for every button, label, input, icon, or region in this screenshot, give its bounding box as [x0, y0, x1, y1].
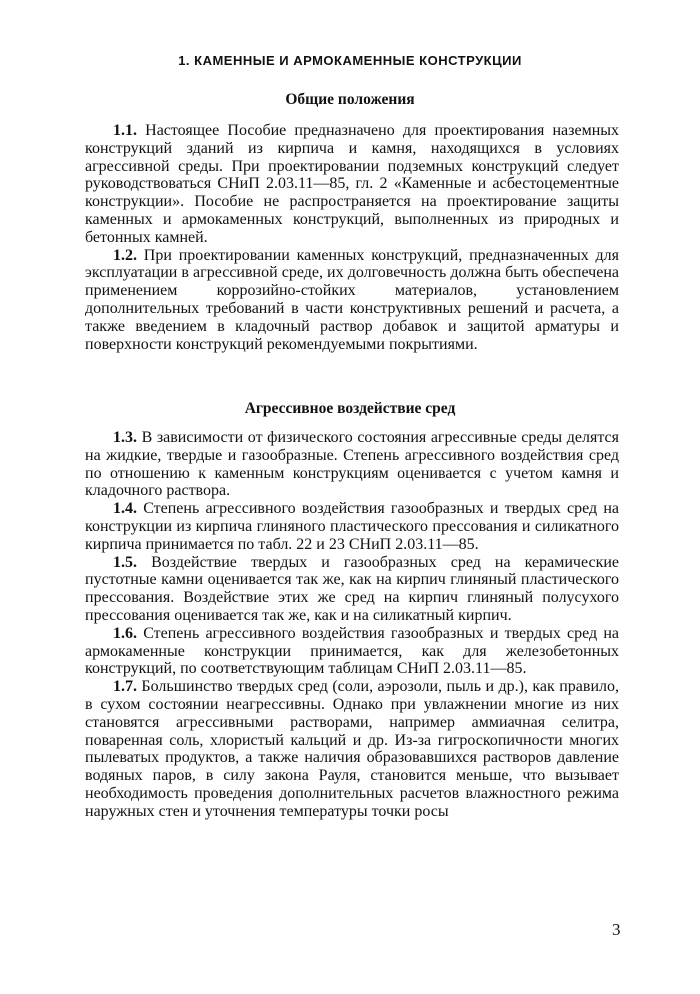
paragraph-number: 1.4.	[113, 500, 137, 518]
paragraph-text: Настоящее Пособие предназначено для проектирования наземных конструкций зданий из кирпича и камня, находящихся в условиях агрессивной среды. При проектировании подземных конструкций следует руководствоваться СНиП 2.03.11—85, гл. 2 «Каменные и асбестоцементные конструкции». Пособие не распространяется на проектирование защиты каменных и армокаменных конструкций, выполненных из природных и бетонных камней.	[85, 122, 619, 246]
section-body	[85, 122, 619, 353]
paragraph-number: 1.5.	[113, 553, 137, 571]
paragraph-number: 1.6.	[113, 624, 137, 642]
paragraph-number: 1.2.	[113, 246, 137, 264]
paragraph	[85, 122, 619, 247]
paragraph	[85, 500, 619, 553]
paragraph-text: Воздействие твердых и газообразных сред на керамические пустотные камни оценивается так же, как на кирпич глиняный пластического прессования. Воздействие этих же сред на кирпич глиняный полусухого прессования оценивается так же, как и на силикатный кирпич.	[85, 553, 619, 624]
paragraph-text: При проектировании каменных конструкций, предназначенных для эксплуатации в агрессивной среде, их долговечность должна быть обеспечена применением коррозийно-стойких материалов, установлением дополнительных требований в части конструктивных решений и расчета, а также введением в кладочный раствор добавок и защитой арматуры и поверхности конструкций рекомендуемыми покрытиями.	[85, 246, 619, 353]
section-title: Агрессивное воздействие сред	[244, 400, 456, 417]
section-title: Общие положения	[285, 91, 415, 108]
paragraph-text: В зависимости от физического состояния агрессивные среды делятся на жидкие, твердые и газообразные. Степень агрессивного воздействия сред по отношению к каменным конструкциям оценивается с учетом камня и кладочного раствора.	[85, 429, 619, 500]
paragraph	[85, 678, 619, 820]
paragraph	[85, 554, 619, 625]
page-number: 3	[612, 920, 621, 939]
paragraph-text: Степень агрессивного воздействия газообразных и твердых сред на конструкции из кирпича глиняного пластического прессования и силикатного кирпича принимается по табл. 22 и 23 СНиП 2.03.11—85.	[85, 500, 619, 553]
paragraph	[85, 247, 619, 354]
paragraph-number: 1.7.	[113, 678, 137, 696]
paragraph-text: Степень агрессивного воздействия газообразных и твердых сред на армокаменные конструкции принимается, как для железобетонных конструкций, по соответствующим таблицам СНиП 2.03.11—85.	[85, 624, 619, 678]
paragraph-number: 1.1.	[113, 122, 137, 139]
section-body	[85, 429, 619, 821]
chapter-title: 1. КАМЕННЫЕ И АРМОКАМЕННЫЕ КОНСТРУКЦИИ	[178, 53, 522, 68]
paragraph	[85, 429, 619, 500]
paragraph	[85, 625, 619, 678]
paragraph-text: Большинство твердых сред (соли, аэрозоли, пыль и др.), как правило, в сухом состоянии неагрессивны. Однако при увлажнении многие из них становятся агрессивными растворами, например аммиачная селитра, поваренная соль, хлористый кальций и др. Из-за гигроскопичности многих пылеватых продуктов, а также наличия образовавшихся растворов давление водяных паров, в силу закона Рауля, становится меньше, что вызывает необходимость проведения дополнительных расчетов влажностного режима наружных стен и уточнения температуры точки росы	[85, 678, 619, 820]
paragraph-number: 1.3.	[113, 429, 137, 446]
